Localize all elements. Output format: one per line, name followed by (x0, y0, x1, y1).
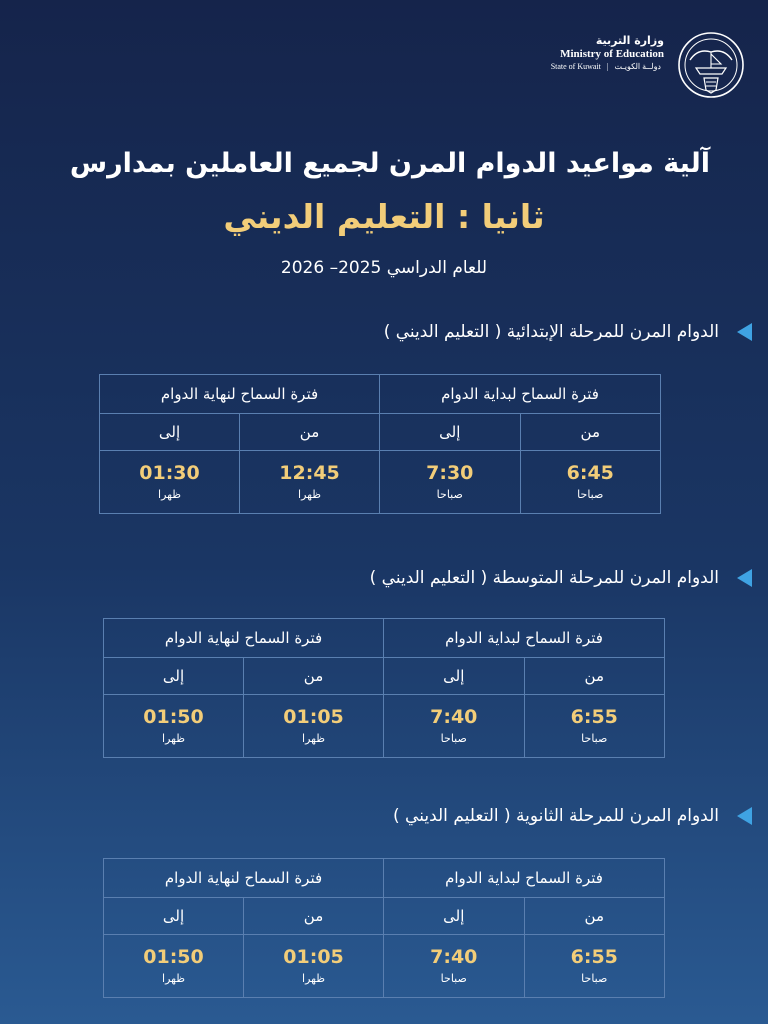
triangle-bullet-icon (737, 323, 752, 341)
from-label: من (520, 414, 660, 451)
state-name (548, 62, 664, 72)
kuwait-emblem-icon (676, 30, 746, 100)
schedule-table-secondary (103, 858, 665, 998)
time-period: ظهرا (302, 972, 325, 985)
time-period: صباحا (577, 488, 604, 501)
time-value: 7:40 (430, 706, 478, 728)
section-heading-intermediate (370, 568, 752, 588)
schedule-table-intermediate (103, 618, 665, 758)
section-heading-secondary (393, 806, 752, 826)
time-value: 01:05 (283, 706, 344, 728)
time-period: صباحا (440, 732, 467, 745)
end-allowance-header: فترة السماح لنهاية الدوام (104, 619, 384, 658)
start-allowance-header: فترة السماح لبداية الدوام (384, 859, 665, 898)
time-value: 01:50 (143, 706, 204, 728)
triangle-bullet-icon (737, 569, 752, 587)
start-allowance-header: فترة السماح لبداية الدوام (380, 375, 661, 414)
time-period: صباحا (440, 972, 467, 985)
time-cell (240, 451, 380, 514)
to-label: إلى (104, 898, 244, 935)
section-heading-text: الدوام المرن للمرحلة الإبتدائية ( التعليم الديني ) (383, 322, 719, 342)
sub-title: ثانيا : التعليم الديني (223, 197, 545, 236)
ministry-name-ar: وزارة التربية (595, 34, 664, 47)
time-period: ظهرا (302, 732, 325, 745)
time-period: ظهرا (298, 488, 321, 501)
time-value: 7:40 (430, 946, 478, 968)
time-value: 6:45 (566, 462, 614, 484)
state-name-ar: دولــة الكويـت (614, 61, 661, 71)
triangle-bullet-icon (737, 807, 752, 825)
time-value: 01:30 (139, 462, 200, 484)
from-label: من (244, 658, 384, 695)
time-period: ظهرا (158, 488, 181, 501)
section-heading-primary (384, 322, 752, 342)
time-value: 7:30 (426, 462, 474, 484)
to-label: إلى (384, 658, 525, 695)
from-label: من (240, 414, 380, 451)
schedule-table-primary (99, 374, 661, 514)
ministry-name-en: Ministry of Education (560, 47, 664, 60)
time-cell (524, 935, 664, 998)
ministry-logo (496, 30, 746, 100)
time-cell (524, 695, 664, 758)
time-value: 12:45 (279, 462, 340, 484)
time-period: صباحا (581, 972, 608, 985)
time-cell (104, 935, 244, 998)
time-cell (380, 451, 521, 514)
from-label: من (524, 658, 664, 695)
state-separator: | (606, 61, 609, 71)
time-period: ظهرا (162, 972, 185, 985)
start-allowance-header: فترة السماح لبداية الدوام (384, 619, 665, 658)
time-value: 6:55 (570, 706, 618, 728)
end-allowance-header: فترة السماح لنهاية الدوام (100, 375, 380, 414)
to-label: إلى (100, 414, 240, 451)
section-heading-text: الدوام المرن للمرحلة المتوسطة ( التعليم الديني ) (369, 568, 719, 588)
time-value: 6:55 (570, 946, 618, 968)
academic-year: للعام الدراسي 2025– 2026 (280, 258, 488, 278)
to-label: إلى (104, 658, 244, 695)
from-label: من (524, 898, 664, 935)
time-cell (104, 695, 244, 758)
to-label: إلى (380, 414, 521, 451)
time-period: صباحا (581, 732, 608, 745)
time-cell (244, 695, 384, 758)
time-period: صباحا (436, 488, 463, 501)
time-cell (244, 935, 384, 998)
time-value: 01:05 (283, 946, 344, 968)
time-cell (384, 695, 525, 758)
time-cell (520, 451, 660, 514)
to-label: إلى (384, 898, 525, 935)
section-heading-text: الدوام المرن للمرحلة الثانوية ( التعليم الديني ) (393, 806, 719, 826)
time-cell (384, 935, 525, 998)
end-allowance-header: فترة السماح لنهاية الدوام (104, 859, 384, 898)
main-title: آلية مواعيد الدوام المرن لجميع العاملين بمدارس (69, 148, 710, 179)
from-label: من (244, 898, 384, 935)
state-name-en: State of Kuwait (550, 61, 601, 71)
time-value: 01:50 (143, 946, 204, 968)
time-cell (100, 451, 240, 514)
time-period: ظهرا (162, 732, 185, 745)
